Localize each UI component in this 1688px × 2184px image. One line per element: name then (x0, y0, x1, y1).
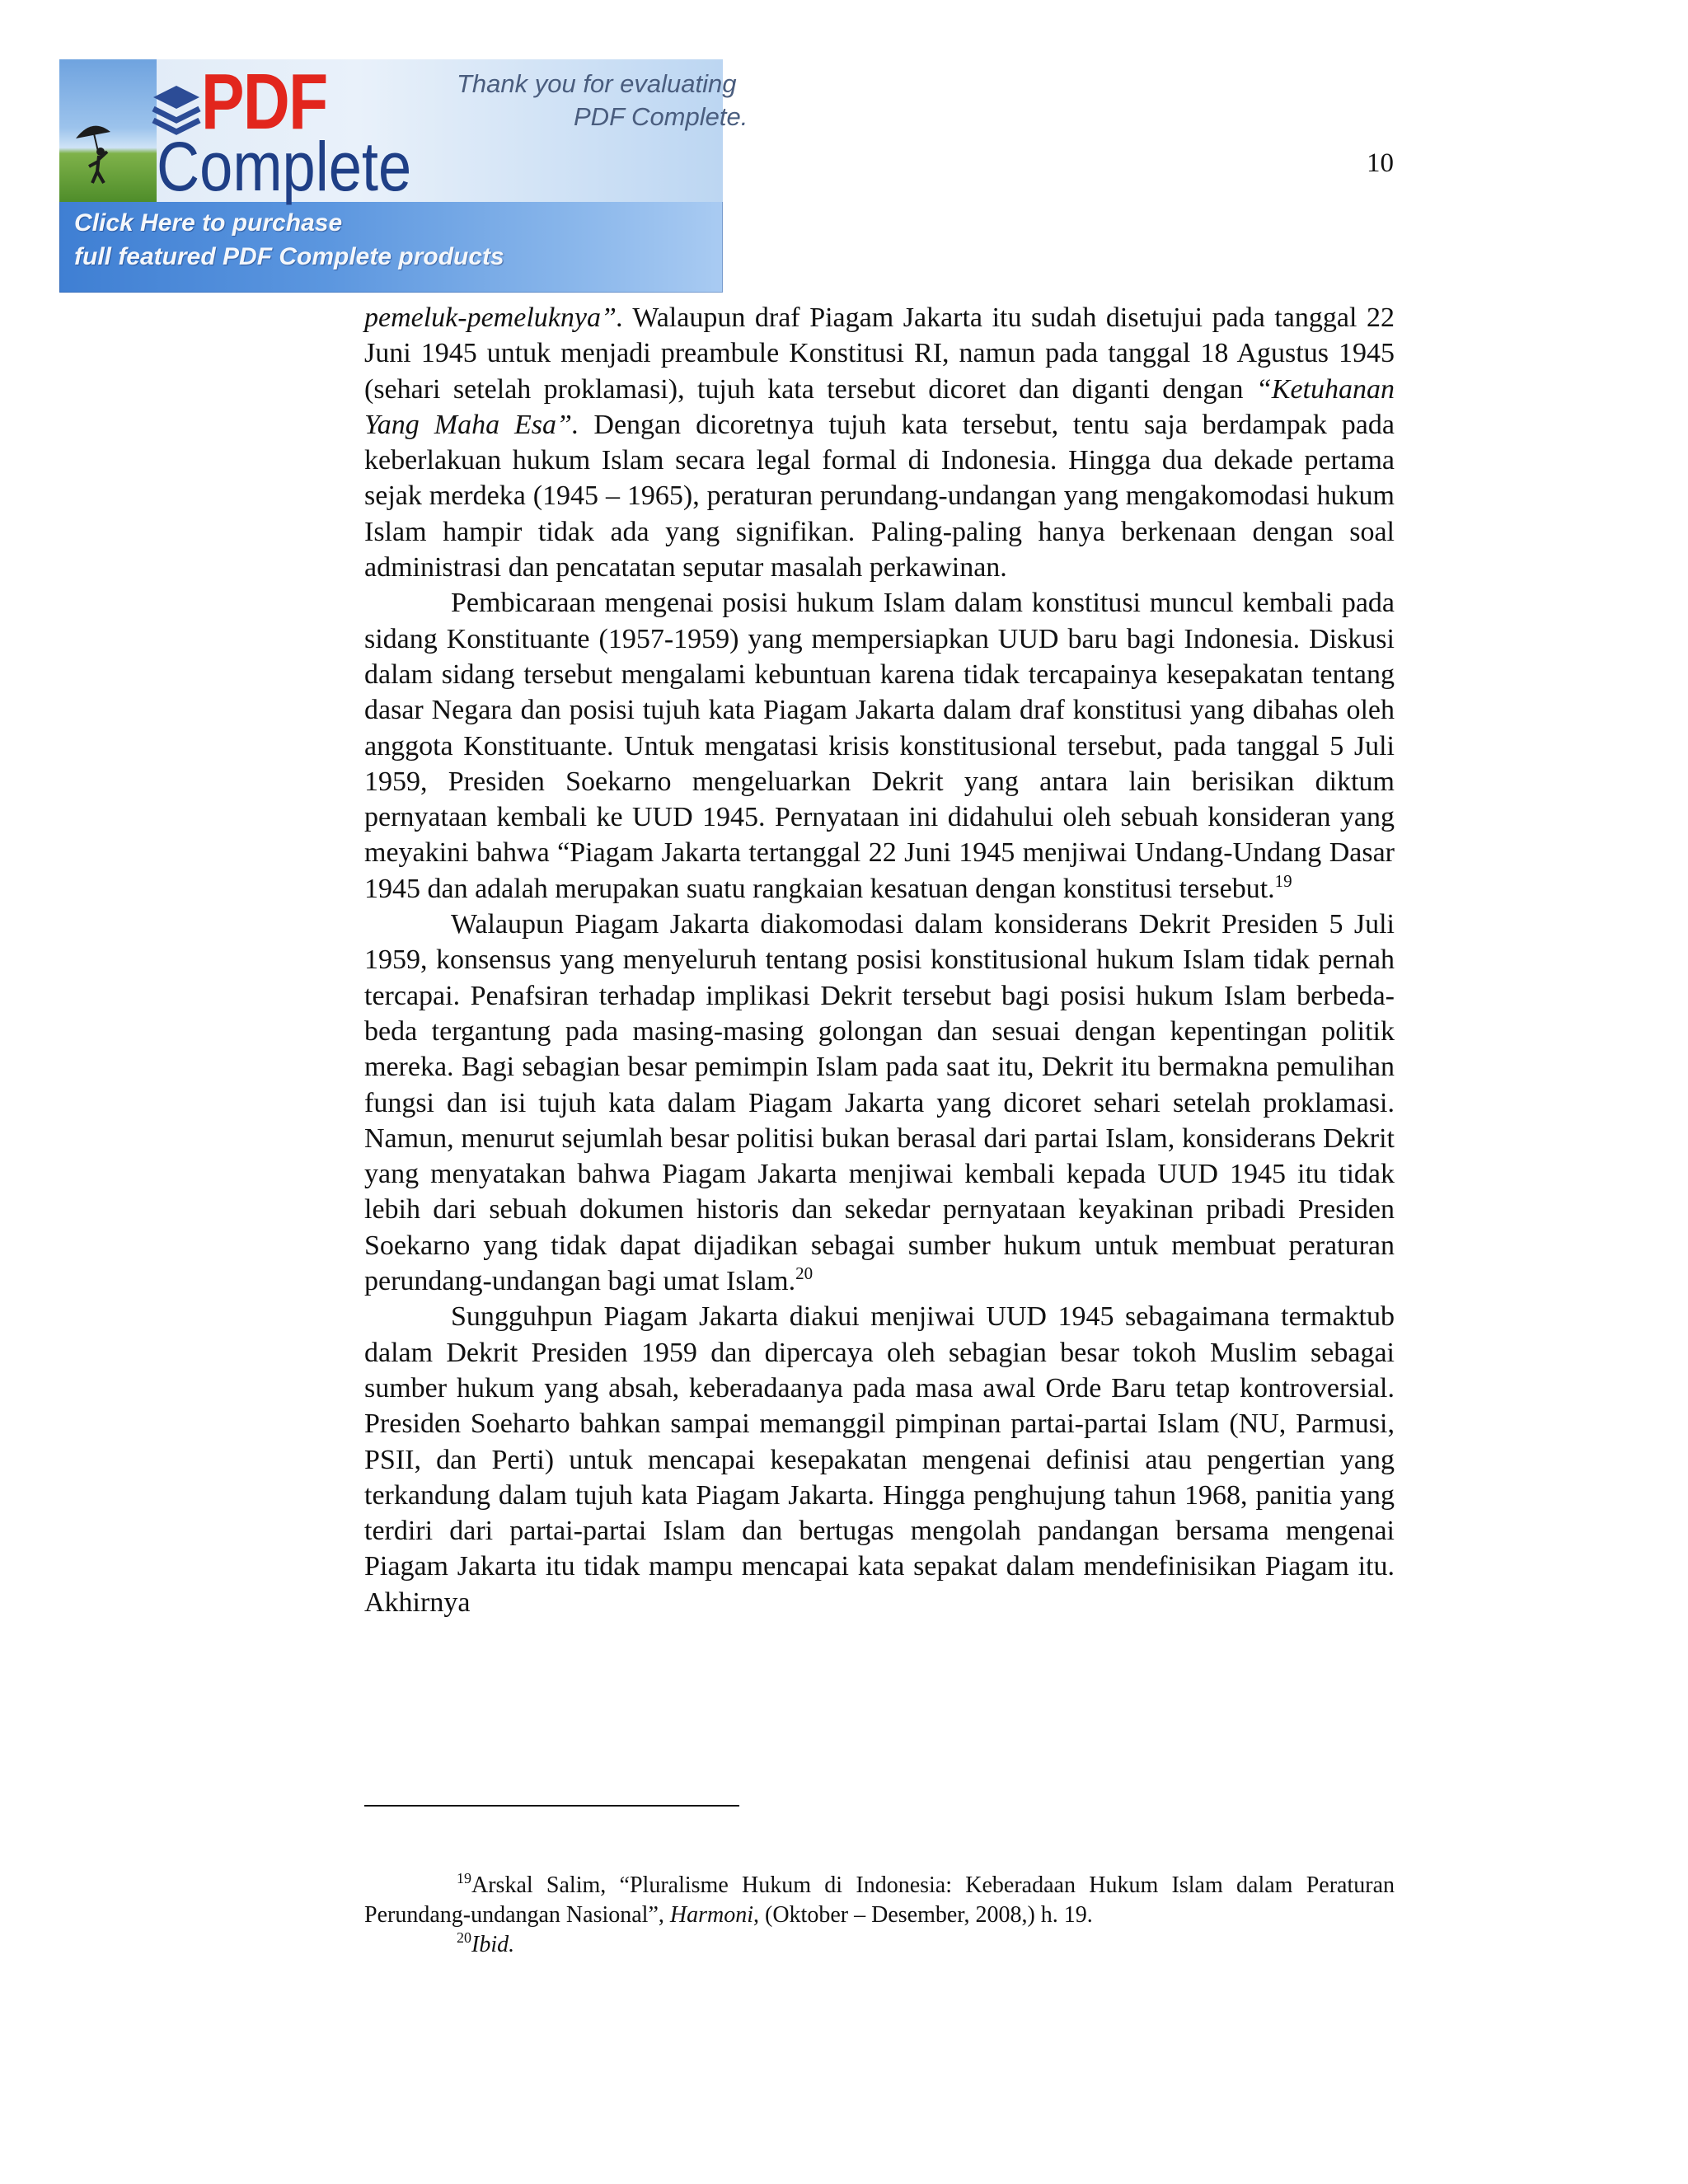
footnote-reference: 20 (457, 1929, 471, 1946)
italic-text: Ibid. (471, 1932, 515, 1957)
text-run: Dengan dicoretnya tujuh kata tersebut, tentu saja berdampak pada keberlakuan hukum Islam secara legal formal di Indonesia. Hingga dua dekade pertama sejak merdeka (1945 – 1965), peraturan perundang-undangan yang mengakomodasi hukum Islam hampir tidak ada yang signifikan. Paling-paling hanya berkenaan dengan soal administrasi dan pencatatan seputar masalah perkawinan. (364, 409, 1395, 583)
text-run: Sungguhpun Piagam Jakarta diakui menjiwai UUD 1945 sebagaimana termaktub dalam Dekrit Presiden 1959 dan dipercaya oleh sebagian besar tokoh Muslim sebagai sumber hukum yang absah, keberadaanya pada masa awal Orde Baru tetap kontroversial. Presiden Soeharto bahkan sampai memanggil pimpinan partai-partai Islam (NU, Parmusi, PSII, dan Perti) untuk mencapai kesepakatan mengenai definisi atau pengertian yang terkandung dalam tujuh kata Piagam Jakarta. Hingga penghujung tahun 1968, panitia yang terdiri dari partai-partai Islam dan bertugas mengolah pandangan bersama mengenai Piagam Jakarta itu tidak mampu mencapai kata sepakat dalam mendefinisikan Piagam itu. Akhirnya (364, 1301, 1395, 1618)
footnote-reference: 19 (1274, 870, 1292, 891)
footnote-separator (364, 1805, 739, 1807)
footnotes (364, 1871, 1395, 1960)
pdf-logo-text: PDF (201, 58, 327, 146)
complete-logo-text: Complete (157, 128, 412, 205)
purchase-line-2[interactable]: full featured PDF Complete products (74, 243, 504, 270)
footnote (364, 1930, 1395, 1960)
italic-text: “Ketuhanan Yang Maha Esa”. (364, 373, 1395, 440)
footnote (364, 1871, 1395, 1930)
paragraph (364, 300, 1395, 585)
italic-text: Harmoni (669, 1902, 754, 1928)
footnote-reference: 20 (795, 1263, 814, 1284)
text-run: Walaupun draf Piagam Jakarta itu sudah disetujui pada tanggal 22 Juni 1945 untuk menjadi preambule Konstitusi RI, namun pada tanggal 18 Agustus 1945 (sehari setelah proklamasi), tujuh kata tersebut dicoret dan diganti dengan (364, 302, 1395, 405)
pdf-complete-banner[interactable] (59, 58, 748, 293)
banner-header (59, 58, 748, 205)
text-run: , (Oktober – Desember, 2008,) h. 19. (753, 1902, 1093, 1928)
text-run: Arskal Salim, “Pluralisme Hukum di Indonesia: Keberadaan Hukum Islam dalam Peraturan Perundang-undangan Nasional”, (364, 1872, 1395, 1928)
evaluation-thanks-text (457, 68, 753, 134)
text-run: Walaupun Piagam Jakarta diakomodasi dalam konsiderans Dekrit Presiden 5 Juli 1959, konsensus yang menyeluruh tentang posisi konstitusional hukum Islam tidak pernah tercapai. Penafsiran terhadap implikasi Dekrit tersebut bagi posisi hukum Islam berbeda-beda tergantung pada masing-masing golongan dan sesuai dengan kepentingan politik mereka. Bagi sebagian besar pemimpin Islam pada saat itu, Dekrit itu bermakna pemulihan fungsi dan isi tujuh kata dalam Piagam Jakarta yang dicoret sehari setelah proklamasi. Namun, menurut sejumlah besar politisi bukan berasal dari partai Islam, konsiderans Dekrit yang menyatakan bahwa Piagam Jakarta menjiwai kembali kepada UUD 1945 itu tidak lebih dari sebuah dokumen historis dan sekedar pernyataan keyakinan pribadi Presiden Soekarno yang tidak dapat dijadikan sebagai sumber hukum untuk membuat peraturan perundang-undangan bagi umat Islam. (364, 909, 1395, 1297)
paragraph (364, 1299, 1395, 1620)
paragraph (364, 585, 1395, 907)
italic-text: pemeluk-pemeluknya”. (364, 302, 624, 333)
thanks-line-2: PDF Complete. (574, 102, 748, 131)
umbrella-jumper-photo (59, 59, 157, 202)
document-body (364, 300, 1395, 1620)
purchase-line-1[interactable]: Click Here to purchase (74, 209, 343, 237)
paragraph (364, 907, 1395, 1299)
thanks-line-1: Thank you for evaluating (457, 69, 737, 98)
text-run: Pembicaraan mengenai posisi hukum Islam dalam konstitusi muncul kembali pada sidang Konstituante (1957-1959) yang mempersiapkan UUD baru bagi Indonesia. Diskusi dalam sidang tersebut mengalami kebuntuan karena tidak tercapainya kesepakatan tentang dasar Negara dan posisi tujuh kata Piagam Jakarta dalam draf konstitusi yang dibahas oleh anggota Konstituante. Untuk mengatasi krisis konstitusional tersebut, pada tanggal 5 Juli 1959, Presiden Soekarno mengeluarkan Dekrit yang antara lain berisikan diktum pernyataan kembali ke UUD 1945. Pernyataan ini didahului oleh sebuah konsideran yang meyakini bahwa “Piagam Jakarta tertanggal 22 Juni 1945 menjiwai Undang-Undang Dasar 1945 dan adalah merupakan suatu rangkaian kesatuan dengan konstitusi tersebut. (364, 588, 1395, 904)
page-number: 10 (1367, 148, 1394, 178)
purchase-link[interactable] (74, 206, 717, 274)
footnote-reference: 19 (457, 1870, 471, 1886)
